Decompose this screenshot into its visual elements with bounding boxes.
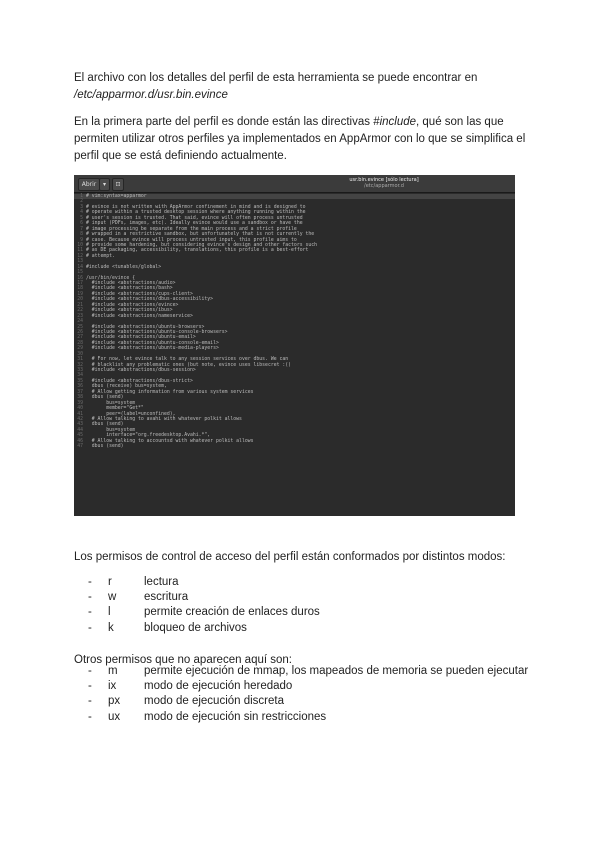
code-text: #include <abstractions/audio> xyxy=(86,281,176,286)
perm-code: w xyxy=(108,591,117,604)
editor-file-path: /etc/apparmor.d xyxy=(364,183,404,189)
line-number: 30 xyxy=(77,351,83,357)
line-number: 10 xyxy=(77,242,83,248)
code-text: # as DE packaging, accessibility, translations, this profile is a best-effort xyxy=(86,248,309,254)
line-number: 35 xyxy=(77,378,83,384)
code-area xyxy=(74,194,515,516)
line-number: 43 xyxy=(77,422,83,428)
code-text: member="Get*" xyxy=(86,406,144,412)
list-dash: - xyxy=(88,695,92,708)
include-keyword: #include xyxy=(373,116,417,128)
editor-title xyxy=(304,177,464,189)
code-text: bus=system xyxy=(86,400,136,406)
code-text: #include <abstractions/ubuntu-console-email> xyxy=(86,340,219,346)
list-dash: - xyxy=(88,665,92,677)
line-number: 6 xyxy=(80,221,83,227)
code-text: #include <abstractions/dbus-accessibility> xyxy=(86,297,214,303)
line-number: 16 xyxy=(77,275,83,281)
chevron-down-icon[interactable]: ▾ xyxy=(99,178,110,191)
code-text: # Allow talking to avahi with whatever polkit allows xyxy=(86,416,242,422)
perm-desc: permite ejecución de mmap, los mapeados de memoria se pueden ejecutar xyxy=(144,665,529,677)
line-number: 15 xyxy=(77,270,83,276)
code-text: # For now, let evince talk to any session services over dbus. We can xyxy=(86,357,289,363)
editor-screenshot xyxy=(74,175,515,516)
line-number: 42 xyxy=(77,416,83,422)
code-text: # image processing be separate from the main process and a strict profile xyxy=(86,226,297,232)
list-dash: - xyxy=(88,591,92,604)
line-number: 41 xyxy=(77,411,83,417)
code-text: # Allow getting information from various system services xyxy=(86,389,254,395)
line-number: 13 xyxy=(77,259,83,265)
line-number: 7 xyxy=(80,226,83,232)
line-number: 36 xyxy=(77,384,83,390)
include-text-before: En la primera parte del perfil es donde están las directivas xyxy=(74,116,374,128)
editor-header-bar xyxy=(74,175,515,193)
code-text: # case. Because evince will process untrusted input, this profile aims to xyxy=(86,237,297,243)
perm-desc: modo de ejecución discreta xyxy=(144,695,284,708)
perm-code: ix xyxy=(108,680,117,693)
code-text: #include <abstractions/ubuntu-email> xyxy=(86,335,196,341)
perm-desc: modo de ejecución heredado xyxy=(144,680,293,693)
code-text: # blacklist any problematic ones (but note, evince uses libsecret :() xyxy=(86,362,292,368)
perm-code: r xyxy=(108,576,112,588)
line-number: 5 xyxy=(80,215,83,221)
perm-code: k xyxy=(108,621,114,634)
code-text: #include <abstractions/ubuntu-console-browsers> xyxy=(86,329,228,335)
line-number: 39 xyxy=(77,400,83,406)
code-text: #include <abstractions/cups-client> xyxy=(86,291,193,297)
code-text: #include <abstractions/ubuntu-browsers> xyxy=(86,324,205,330)
line-number: 3 xyxy=(80,204,83,210)
line-number: 33 xyxy=(77,368,83,373)
line-number: 17 xyxy=(77,281,83,286)
line-number: 11 xyxy=(77,248,83,254)
line-number: 4 xyxy=(80,210,83,216)
code-text: peer=(label=unconfined), xyxy=(86,411,176,417)
line-number: 46 xyxy=(77,438,83,444)
perm-desc: lectura xyxy=(144,576,179,588)
code-text: # wrapped in a restrictive sandbox, but unfortunately that is not currently the xyxy=(86,232,315,238)
code-text: dbus (receive) bus=system, xyxy=(86,384,167,390)
line-number: 32 xyxy=(77,362,83,368)
code-text: dbus (send) xyxy=(86,395,124,401)
line-number: 34 xyxy=(77,373,83,379)
line-number: 2 xyxy=(80,199,83,205)
intro-paragraph xyxy=(74,70,534,104)
code-text: # attempt. xyxy=(86,253,115,259)
perm-code: px xyxy=(108,695,121,708)
code-text: #include <abstractions/dbus-session> xyxy=(86,368,196,373)
line-number: 21 xyxy=(77,302,83,308)
intro-text: El archivo con los detalles del perfil de esta herramienta se puede encontrar en xyxy=(74,72,478,84)
other-perms-intro: Otros permisos que no aparecen aquí son: xyxy=(74,654,292,666)
pin-icon[interactable]: ⊡ xyxy=(112,178,124,191)
perms-intro: Los permisos de control de acceso del perfil están conformados por distintos modos: xyxy=(74,551,506,563)
line-number: 38 xyxy=(77,395,83,401)
line-number: 28 xyxy=(77,340,83,346)
code-text: #include <abstractions/ubuntu-media-players> xyxy=(86,346,219,352)
line-number: 31 xyxy=(77,357,83,363)
line-number: 1 xyxy=(80,194,83,199)
line-number: 27 xyxy=(77,335,83,341)
line-number: 25 xyxy=(77,324,83,330)
perm-desc: modo de ejecución sin restricciones xyxy=(144,710,327,723)
code-text: #include <abstractions/evince> xyxy=(86,302,179,308)
include-paragraph xyxy=(74,114,534,165)
line-number: 23 xyxy=(77,313,83,319)
code-text: # Allow talking to accountsd with whatever polkit allows xyxy=(86,438,254,444)
perm-code: m xyxy=(108,665,118,677)
line-number: 40 xyxy=(77,406,83,412)
open-button[interactable]: Abrir xyxy=(78,178,100,191)
code-text: # input (PDFs, images, etc). Ideally evince would use a sandbox or have the xyxy=(86,221,303,227)
code-line xyxy=(74,444,515,449)
include-text-after: , qué son las que permiten utilizar otros perfiles ya implementados en AppArmor con lo que se simplifica el perfil que se está definiendo actualmente. xyxy=(74,116,526,162)
code-text: dbus (send) xyxy=(86,444,124,450)
code-text: dbus (send) xyxy=(86,422,124,428)
line-number: 26 xyxy=(77,329,83,335)
list-dash: - xyxy=(88,680,92,693)
code-text: #include <abstractions/nameservice> xyxy=(86,313,193,319)
line-number: 14 xyxy=(77,264,83,270)
line-number: 24 xyxy=(77,319,83,325)
code-text: /usr/bin/evince { xyxy=(86,275,136,281)
line-number: 18 xyxy=(77,286,83,292)
line-number: 45 xyxy=(77,433,83,439)
perm-desc: escritura xyxy=(144,591,189,604)
list-dash: - xyxy=(88,621,92,634)
line-number: 37 xyxy=(77,389,83,395)
line-number: 20 xyxy=(77,297,83,303)
perm-desc: bloqueo de archivos xyxy=(144,621,247,634)
list-dash: - xyxy=(88,606,92,619)
line-number: 9 xyxy=(80,237,83,243)
profile-path: /etc/apparmor.d/usr.bin.evince xyxy=(74,89,228,101)
line-number: 8 xyxy=(80,232,83,238)
line-number: 19 xyxy=(77,291,83,297)
code-text: # evince is not written with AppArmor confinement in mind and is designed to xyxy=(86,204,306,210)
code-text: interface="org.freedesktop.Avahi.*", xyxy=(86,433,211,439)
code-text: #include <abstractions/bash> xyxy=(86,286,173,292)
editor-file-title: usr.bin.evince [sólo lectura] xyxy=(349,177,419,183)
line-number: 22 xyxy=(77,308,83,314)
code-text: #include <tunables/global> xyxy=(86,264,162,270)
code-text: # operate within a trusted desktop session where anything running within the xyxy=(86,210,306,216)
line-number: 44 xyxy=(77,427,83,433)
list-dash: - xyxy=(88,710,92,723)
line-number: 47 xyxy=(77,444,83,450)
code-text: # user's session is trusted. That said, evince will often process untrusted xyxy=(86,215,303,221)
line-number: 29 xyxy=(77,346,83,352)
code-text: #include <abstractions/ibus> xyxy=(86,308,173,314)
code-text: bus=system xyxy=(86,427,136,433)
perm-code: l xyxy=(108,606,111,619)
code-text: # vim:syntax=apparmor xyxy=(86,194,147,199)
perm-desc: permite creación de enlaces duros xyxy=(144,606,320,619)
list-dash: - xyxy=(88,576,92,588)
perm-code: ux xyxy=(108,710,121,723)
code-text: # provide some hardening, but considering evince's design and other factors such xyxy=(86,242,318,248)
code-text: #include <abstractions/dbus-strict> xyxy=(86,378,193,384)
line-number: 12 xyxy=(77,253,83,259)
